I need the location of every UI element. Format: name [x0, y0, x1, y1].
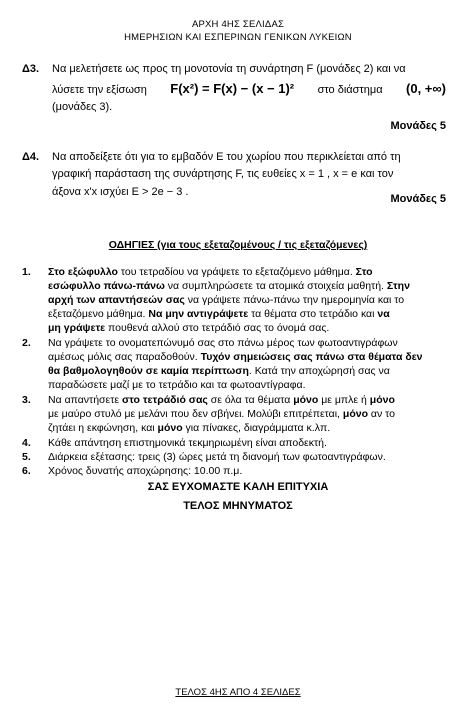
question-d3-line2: [52, 81, 446, 96]
question-d4-number: Δ4.: [22, 151, 40, 163]
instruction-1-line1: [48, 266, 373, 278]
question-d4-line2: γραφική παράσταση της συνάρτησης F, τις ευθείες x = 1 , x = e και τον: [52, 168, 394, 180]
instruction-text-bold: Στην: [386, 280, 410, 292]
instruction-text: να συμπληρώσετε τα ατομικά στοιχεία μαθητή.: [164, 280, 387, 292]
instruction-text-bold: μόνο: [293, 394, 319, 406]
instruction-1-line2: [48, 280, 410, 292]
instruction-text: να γράψετε πάνω-πάνω την ημερομηνία και το: [184, 294, 405, 306]
instruction-3-line3: [48, 422, 330, 434]
instruction-text-bold: εσώφυλλο πάνω-πάνω: [48, 280, 165, 292]
question-d3-marks: Μονάδες 5: [390, 120, 446, 132]
instruction-1-line5: [48, 322, 329, 334]
equation: F(x²) = F(x) − (x − 1)²: [170, 81, 295, 96]
page-header-start: ΑΡΧΗ 4ΗΣ ΣΕΛΙΔΑΣ: [191, 19, 285, 30]
instruction-text-bold: μη γράψετε: [48, 322, 106, 334]
instruction-text: σε όλα τα θέματα: [207, 394, 294, 406]
instruction-4-text: Κάθε απάντηση επιστημονικά τεκμηριωμένη είναι αποδεκτή.: [48, 437, 327, 449]
instruction-text: ζητάει η εκφώνηση, και: [48, 422, 158, 434]
instruction-2-line4: παραδώσετε μαζί με το τετράδιο και τα φωτοαντίγραφα.: [48, 379, 306, 391]
instruction-2-line1: Να γράψετε το ονοματεπώνυμό σας στο πάνω μέρος των φωτοαντιγράφων: [48, 337, 398, 349]
instruction-text-bold: Στο: [355, 266, 373, 278]
instruction-4-number: 4.: [22, 437, 31, 449]
question-d4-line3: άξονα x'x ισχύει E > 2e − 3 .: [52, 186, 189, 198]
instruction-text-bold: Να μην αντιγράψετε: [148, 308, 249, 320]
question-d4-marks: Μονάδες 5: [390, 193, 446, 205]
instruction-text: πουθενά αλλού στο τετράδιό σας το όνομά σας.: [105, 322, 330, 334]
instruction-5-text: Διάρκεια εξέτασης: τρεις (3) ώρες μετά τη διανομή των φωτοαντιγράφων.: [48, 451, 386, 463]
instruction-3-line1: [48, 394, 395, 406]
instruction-6-number: 6.: [22, 465, 31, 477]
page-header-title: ΗΜΕΡΗΣΙΩΝ ΚΑΙ ΕΣΠΕΡΙΝΩΝ ΓΕΝΙΚΩΝ ΛΥΚΕΙΩΝ: [124, 32, 352, 43]
instruction-text: για πίνακες, διαγράμματα κ.λπ.: [182, 422, 331, 434]
closing-end-message: ΤΕΛΟΣ ΜΗΝΥΜΑΤΟΣ: [183, 500, 293, 512]
instruction-text-bold: μόνο: [369, 394, 395, 406]
instruction-5-number: 5.: [22, 451, 31, 463]
question-d3-line1: Να μελετήσετε ως προς τη μονοτονία τη συνάρτηση F (μονάδες 2) και να: [52, 63, 406, 75]
instruction-1-line3: [48, 294, 404, 306]
instruction-text-bold: Τυχόν σημειώσεις σας πάνω στα θέματα δεν: [200, 351, 423, 363]
instruction-text: . Κατά την αποχώρησή σας να: [248, 365, 390, 377]
instruction-text: εξεταζόμενο μάθημα.: [48, 308, 149, 320]
question-d3-text: λύσετε την εξίσωση: [52, 84, 147, 96]
question-d3-interval-label: στο διάστημα: [317, 84, 383, 96]
instruction-text-bold: αρχή των απαντήσεών σας: [48, 294, 185, 306]
instruction-3-line2: [48, 408, 395, 420]
instruction-6-text: Χρόνος δυνατής αποχώρησης: 10.00 π.μ.: [48, 465, 243, 477]
instruction-text: Να απαντήσετε: [48, 394, 122, 406]
instruction-2-line2: [48, 351, 423, 363]
instruction-2-line3: [48, 365, 390, 377]
question-d4-line1: Να αποδείξετε ότι για το εμβαδόν Ε του χωρίου που περικλείεται από τη: [52, 151, 401, 163]
question-d3-number: Δ3.: [22, 63, 40, 75]
instruction-2-number: 2.: [22, 337, 31, 349]
instruction-text-bold: μόνο: [342, 408, 368, 420]
instruction-1-line4: [48, 308, 390, 320]
page-footer: ΤΕΛΟΣ 4ΗΣ ΑΠΟ 4 ΣΕΛΙΔΕΣ: [175, 687, 301, 698]
instruction-text: αμέσως μόλις σας παραδοθούν.: [48, 351, 201, 363]
instruction-3-number: 3.: [22, 394, 31, 406]
instruction-text: με μαύρο στυλό με μελάνι που δεν σβήνει. Μολύβι επιτρέπεται,: [48, 408, 343, 420]
instruction-text: του τετραδίου να γράψετε το εξεταζόμενο μάθημα.: [117, 266, 356, 278]
instruction-text-bold: να: [377, 308, 390, 320]
question-d3-line3: (μονάδες 3).: [52, 101, 113, 113]
interval: (0, +∞): [406, 81, 446, 96]
instruction-text: τα θέματα στο τετράδιο και: [248, 308, 378, 320]
closing-wish: ΣΑΣ ΕΥΧΟΜΑΣΤΕ ΚΑΛΗ ΕΠΙΤΥΧΙΑ: [147, 481, 329, 493]
instructions-title: ΟΔΗΓΙΕΣ (για τους εξεταζομένους / τις εξεταζόμενες): [108, 239, 368, 251]
instruction-1-number: 1.: [22, 266, 31, 278]
instruction-text-bold: θα βαθμολογηθούν σε καμία περίπτωση: [48, 365, 249, 377]
instruction-text: με μπλε ή: [318, 394, 370, 406]
instruction-text-bold: Στο εξώφυλλο: [48, 266, 118, 278]
instruction-text: αν το: [367, 408, 395, 420]
instruction-text-bold: μόνο: [157, 422, 183, 434]
instruction-text-bold: στο τετράδιό σας: [121, 394, 208, 406]
